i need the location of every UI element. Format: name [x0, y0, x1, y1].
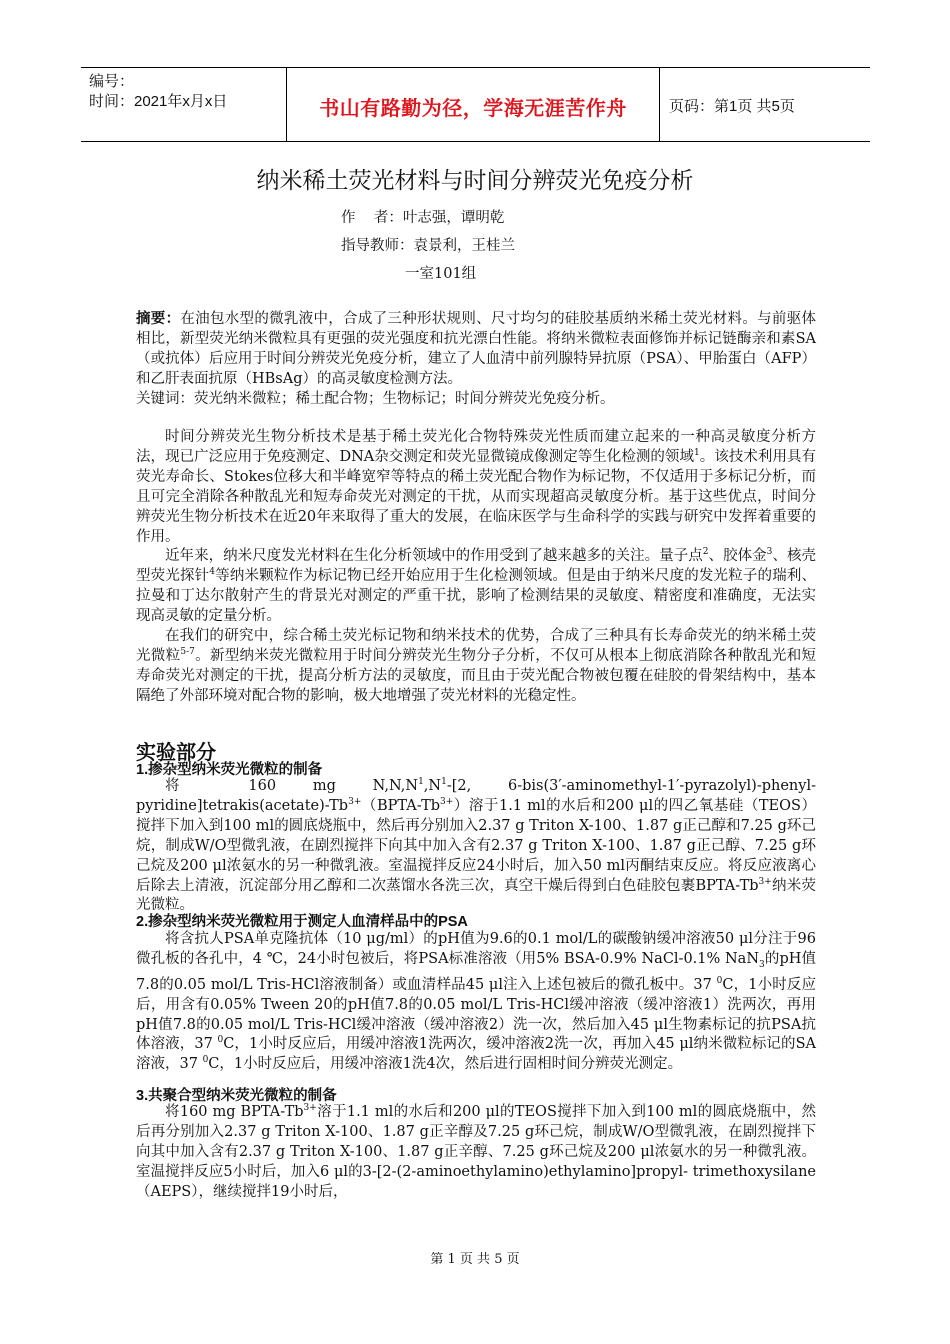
procedure-paragraph [136, 1103, 816, 1203]
intro-paragraph [136, 547, 816, 627]
intro-paragraph [136, 428, 816, 547]
text-run: 等纳米颗粒作为标记物已经开始应用于生化检测领域。但是由于纳米尺度的发光粒子的瑞利、拉曼和丁达尔散射产生的背景光对测定的严重干扰，影响了检测结果的灵敏度、精密度和准确度，无法实现高灵敏的定量分析。 [136, 568, 817, 625]
text-run: 纳米荧光微粒。 [136, 877, 816, 914]
text-run: 、核壳型荧光探针 [136, 548, 817, 585]
abstract-body [136, 309, 816, 390]
text-run: -[2, 6-bis(3′-aminomethyl-1′-pyrazolyl)-phenyl-pyridine]tetrakis(acetate)-Tb [136, 778, 816, 814]
text-run: 溶于1.1 ml的水后和200 μl的TEOS搅拌下加入到100 ml的圆底烧瓶中，然后再分别加入2.37 g Triton X-100、1.87 g正辛醇及7.25 g环己烷，制成W/O型微乳液，在剧烈搅拌下向其中加入含有2.37 g Triton X-100、1.87 g正辛醇、7.25 g环己烷及200 μl浓氨水的另一种微乳液。室温搅拌反应5小时后，加入6 μl的3-[2-(2-aminoethylamino)ethylamino]propyl- trimethoxysilane（AEPS），继续搅拌19小时后， [136, 1104, 816, 1200]
superscript: 1 [418, 777, 424, 787]
superscript: 3+ [303, 1103, 317, 1113]
text-run: C，1小时反应后，用缓冲溶液1洗4次，然后进行固相时间分辨荧光测定。 [208, 1056, 683, 1073]
text-run: ,N [423, 778, 442, 794]
subsection-body [136, 930, 816, 1075]
keywords: 关键词：荧光纳米微粒；稀土配合物；生物标记；时间分辨荧光免疫分析。 [136, 390, 615, 407]
superscript: 3+ [440, 796, 454, 807]
abstract-text: 在油包水型的微乳液中，合成了三种形状规则、尺寸均匀的硅胶基质纳米稀土荧光材料。与前驱体相比，新型荧光纳米微粒具有更强的荧光强度和抗光漂白性能。将纳米微粒表面修饰并标记链酶亲和素SA（或抗体）后应用于时间分辨荧光免疫分析，建立了人血清中前列腺特异抗原（PSA）、甲胎蛋白（AFP）和乙肝表面抗原（HBsAg）的高灵敏度检测方法。 [136, 311, 817, 387]
subsection-heading: 3.共聚合型纳米荧光微粒的制备 [136, 1088, 337, 1104]
superscript: 3+ [348, 796, 362, 807]
advisors: 指导教师：袁景利，王桂兰 [341, 238, 515, 254]
citation: 4 [209, 567, 216, 578]
text-run: 将 160 mg N,N,N [165, 778, 419, 794]
superscript: 0 [202, 1055, 209, 1066]
header-left-cell [89, 72, 287, 112]
text-run: ）溶于1.1 ml的水后和200 μl的四乙氧基硅（TEOS）搅拌下加入到100 ml的圆底烧瓶中，然后再分别加入2.37 g Triton X-100、1.87 g正己醇和7.25 g环己烷，制成W/O型微乳液，在剧烈搅拌下向其中加入含有2.37 g Triton X-100、1.87 g正己醇、7.25 g环己烷及200 μl浓氨水的另一种微乳液。室温搅拌反应24小时后，加入50 ml丙酮结束反应。将反应液离心后除去上清液，沉淀部分用乙醇和二次蒸馏水各洗三次，真空干燥后得到白色硅胶包裹BPTA-Tb [136, 797, 816, 894]
citation: 3 [766, 547, 773, 558]
text-run: 将含抗人PSA单克隆抗体（10 μg/ml）的pH值为9.6的0.1 mol/L的碳酸钠缓冲溶液50 μl分注于96微孔板的各孔中，4 ℃，24小时包被后，将PSA标准溶液（用5% BSA-0.9% NaCl-0.1% NaN [136, 931, 816, 967]
introduction [136, 428, 816, 707]
subsection-body [136, 1103, 816, 1203]
text-run: 近年来，纳米尺度发光材料在生化分析领域中的作用受到了越来越多的关注。量子点 [165, 548, 703, 565]
citation: 5-7 [180, 646, 195, 657]
subsection-heading: 1.掺杂型纳米荧光微粒的制备 [136, 762, 323, 778]
header-divider [659, 68, 660, 141]
procedure-paragraph [136, 930, 816, 1075]
superscript: 0 [716, 975, 723, 986]
citation: 1 [694, 447, 700, 458]
text-run: 、胶体金 [708, 548, 767, 565]
text-run: 。该技术利用具有荧光寿命长、Stokes位移大和半峰宽窄等特点的稀土荧光配合物作为标记物，不仅适用于多标记分析，而且可完全消除各种散乱光和短寿命荧光对测定的干扰，从而实现超高灵敏度分析。基于这些优点，时间分辨荧光生物分析技术在近20年来取得了重大的发展，在临床医学与生命科学的实践与研究中发挥着重要的作用。 [136, 448, 817, 545]
text-run: C，1小时反应后，用缓冲溶液1洗两次，缓冲溶液2洗一次，再加入45 μl纳米微粒标记的SA溶液，37 [136, 1036, 816, 1073]
text-run: 的pH值7.8的0.05 mol/L Tris-HCl溶液制备）或血清样品45 μl注入上述包被后的微孔板中。37 [136, 950, 816, 993]
text-run: 时间分辨荧光生物分析技术是基于稀土荧光化合物特殊荧光性质而建立起来的一种高灵敏度分析方法，现已广泛应用于免疫测定、DNA杂交测定和荧光显微镜成像测定等生化检测的领域 [136, 429, 816, 465]
procedure-paragraph [136, 777, 816, 916]
subscript: 3 [759, 959, 765, 970]
text-run: 在我们的研究中，综合稀土荧光标记物和纳米技术的优势，合成了三种具有长寿命荧光的纳米稀土荧光微粒 [136, 628, 816, 664]
time-label: 时间：2021年x月x日 [89, 93, 228, 110]
subsection-body [136, 777, 816, 916]
citation: 2 [702, 547, 709, 558]
header-motto: 书山有路勤为径，学海无涯苦作舟 [319, 98, 627, 120]
superscript: 0 [217, 1035, 224, 1046]
superscript: 1 [441, 777, 447, 787]
intro-paragraph [136, 627, 816, 707]
authors: 作 者：叶志强，谭明乾 [341, 210, 505, 226]
text-run: （BPTA-Tb [361, 797, 441, 814]
superscript: 3+ [758, 876, 772, 887]
header-table [81, 67, 870, 142]
text-run: 。新型纳米荧光微粒用于时间分辨荧光生物分子分析，不仅可从根本上彻底消除各种散乱光和短寿命荧光对测定的干扰，提高分析方法的灵敏度，而且由于荧光配合物被包覆在硅胶的骨架结构中，基本隔绝了外部环境对配合物的影响，极大地增强了荧光材料的光稳定性。 [136, 647, 817, 704]
text-run: C，1小时反应后，用含有0.05% Tween 20的pH值7.8的0.05 mol/L Tris-HCl缓冲溶液（缓冲溶液1）洗两次，再用pH值7.8的0.05 mol/L Tris-HCl缓冲溶液（缓冲溶液2）洗一次，然后加入45 μl生物素标记的抗PSA抗体溶液，37 [136, 976, 816, 1053]
text-run: 将160 mg BPTA-Tb [165, 1104, 304, 1120]
header-page-info: 页码：第1页 共5页 [669, 98, 795, 115]
page-footer: 第 1 页 共 5 页 [430, 1252, 520, 1267]
abstract-label: 摘要： [136, 310, 181, 327]
section-heading: 实验部分 [136, 742, 216, 764]
paper-title: 纳米稀土荧光材料与时间分辨荧光免疫分析 [256, 167, 694, 193]
subsection-heading: 2.掺杂型纳米荧光微粒用于测定人血清样品中的PSA [136, 914, 468, 930]
serial-label: 编号： [89, 73, 135, 90]
group: 一室101组 [405, 266, 477, 282]
abstract [136, 309, 816, 410]
